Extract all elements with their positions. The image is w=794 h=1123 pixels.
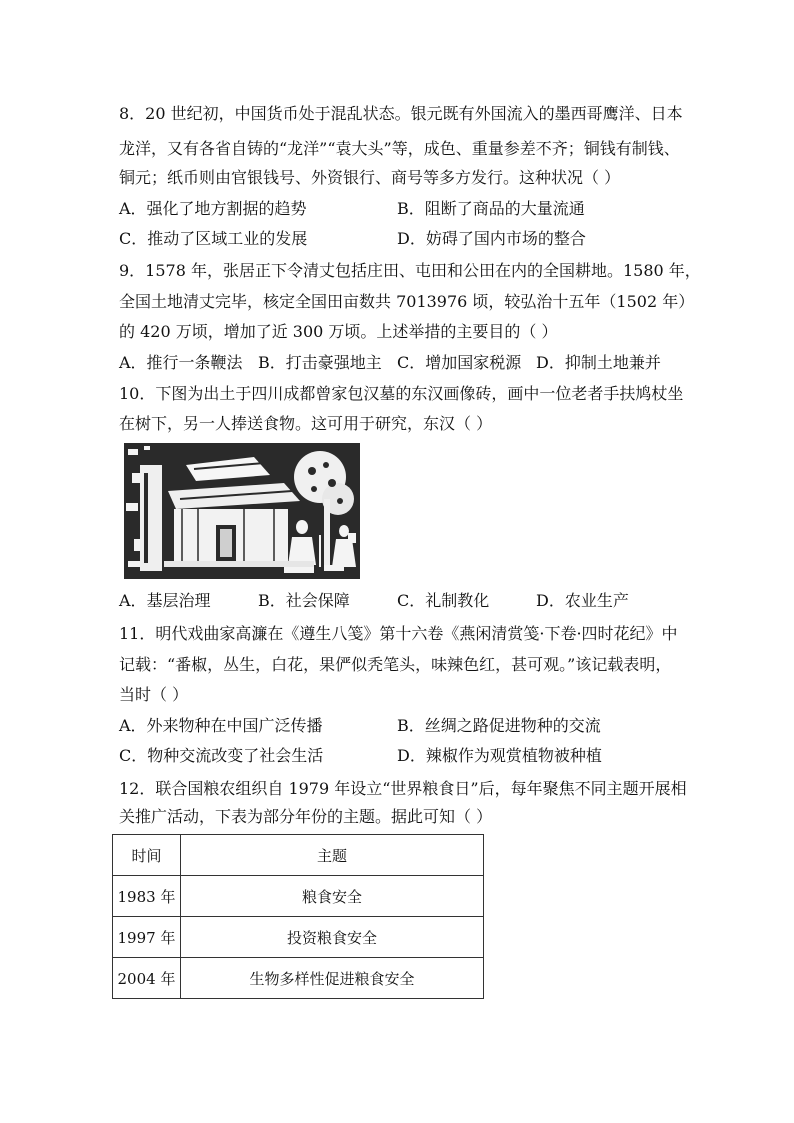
q12-line-2: 关推广活动，下表为部分年份的主题。据此可知（ ） — [119, 807, 493, 826]
q8-line-2: 龙洋，又有各省自铸的“龙洋”“袁大头”等，成色、重量参差不齐；铜钱有制钱、 — [119, 139, 680, 158]
q8-option-a[interactable]: A．强化了地方割据的趋势 — [119, 199, 307, 218]
table-header-cell: 主题 — [181, 835, 484, 876]
q9-line-1: 9．1578 年，张居正下令清丈包括庄田、屯田和公田在内的全国耕地。1580 年， — [119, 261, 701, 280]
q10-option-c[interactable]: C．礼制教化 — [397, 591, 490, 610]
q12-line-1: 12．联合国粮农组织自 1979 年设立“世界粮食日”后，每年聚焦不同主题开展相 — [119, 779, 687, 798]
q8-option-d[interactable]: D．妨碍了国内市场的整合 — [397, 229, 586, 248]
q10-line-2: 在树下，另一人捧送食物。这可用于研究，东汉（ ） — [119, 414, 493, 433]
q11-option-c[interactable]: C．物种交流改变了社会生活 — [119, 746, 324, 765]
world-food-day-themes-table — [112, 834, 484, 999]
q11-option-d[interactable]: D．辣椒作为观赏植物被种植 — [397, 746, 602, 765]
table-cell-year: 1997 年 — [113, 917, 181, 958]
table-cell-year: 2004 年 — [113, 958, 181, 999]
q8-line-1: 8．20 世纪初，中国货币处于混乱状态。银元既有外国流入的墨西哥鹰洋、日本 — [119, 104, 683, 123]
q11-line-1: 11．明代戏曲家高濂在《遵生八笺》第十六卷《燕闲清赏笺·下卷·四时花纪》中 — [119, 624, 678, 643]
table-cell-year: 1983 年 — [113, 876, 181, 917]
q10-option-d[interactable]: D．农业生产 — [536, 591, 629, 610]
q9-option-c[interactable]: C．增加国家税源 — [397, 353, 522, 372]
q9-option-a[interactable]: A．推行一条鞭法 — [119, 353, 243, 372]
table-row — [113, 876, 484, 917]
q10-option-b[interactable]: B．社会保障 — [258, 591, 350, 610]
q9-option-d[interactable]: D．抑制土地兼并 — [536, 353, 661, 372]
table-cell-theme: 投资粮食安全 — [181, 917, 484, 958]
table-cell-theme: 粮食安全 — [181, 876, 484, 917]
q8-option-b[interactable]: B．阻断了商品的大量流通 — [397, 199, 585, 218]
han-brick-rubbing-image — [124, 443, 360, 579]
table-row — [113, 958, 484, 999]
q8-option-c[interactable]: C．推动了区域工业的发展 — [119, 229, 308, 248]
q8-line-3: 铜元；纸币则由官银钱号、外资银行、商号等多方发行。这种状况（ ） — [119, 168, 621, 187]
q11-line-2: 记载：“番椒，丛生，白花，果俨似秃笔头，味辣色红，甚可观。”该记载表明， — [119, 655, 672, 674]
q10-line-1: 10．下图为出土于四川成都曾家包汉墓的东汉画像砖，画中一位老者手扶鸠杖坐 — [119, 384, 684, 403]
table-cell-theme: 生物多样性促进粮食安全 — [181, 958, 484, 999]
table-header-cell: 时间 — [113, 835, 181, 876]
q9-line-2: 全国土地清丈完毕，核定全国田亩数共 7013976 顷，较弘治十五年（1502 年） — [119, 292, 695, 311]
table-header-row — [113, 835, 484, 876]
q10-option-a[interactable]: A．基层治理 — [119, 591, 211, 610]
q9-line-3: 的 420 万顷，增加了近 300 万顷。上述举措的主要目的（ ） — [119, 322, 558, 341]
table-row — [113, 917, 484, 958]
q11-option-b[interactable]: B．丝绸之路促进物种的交流 — [397, 716, 601, 735]
q11-option-a[interactable]: A．外来物种在中国广泛传播 — [119, 716, 323, 735]
q11-line-3: 当时（ ） — [119, 685, 189, 704]
q9-option-b[interactable]: B．打击豪强地主 — [258, 353, 382, 372]
